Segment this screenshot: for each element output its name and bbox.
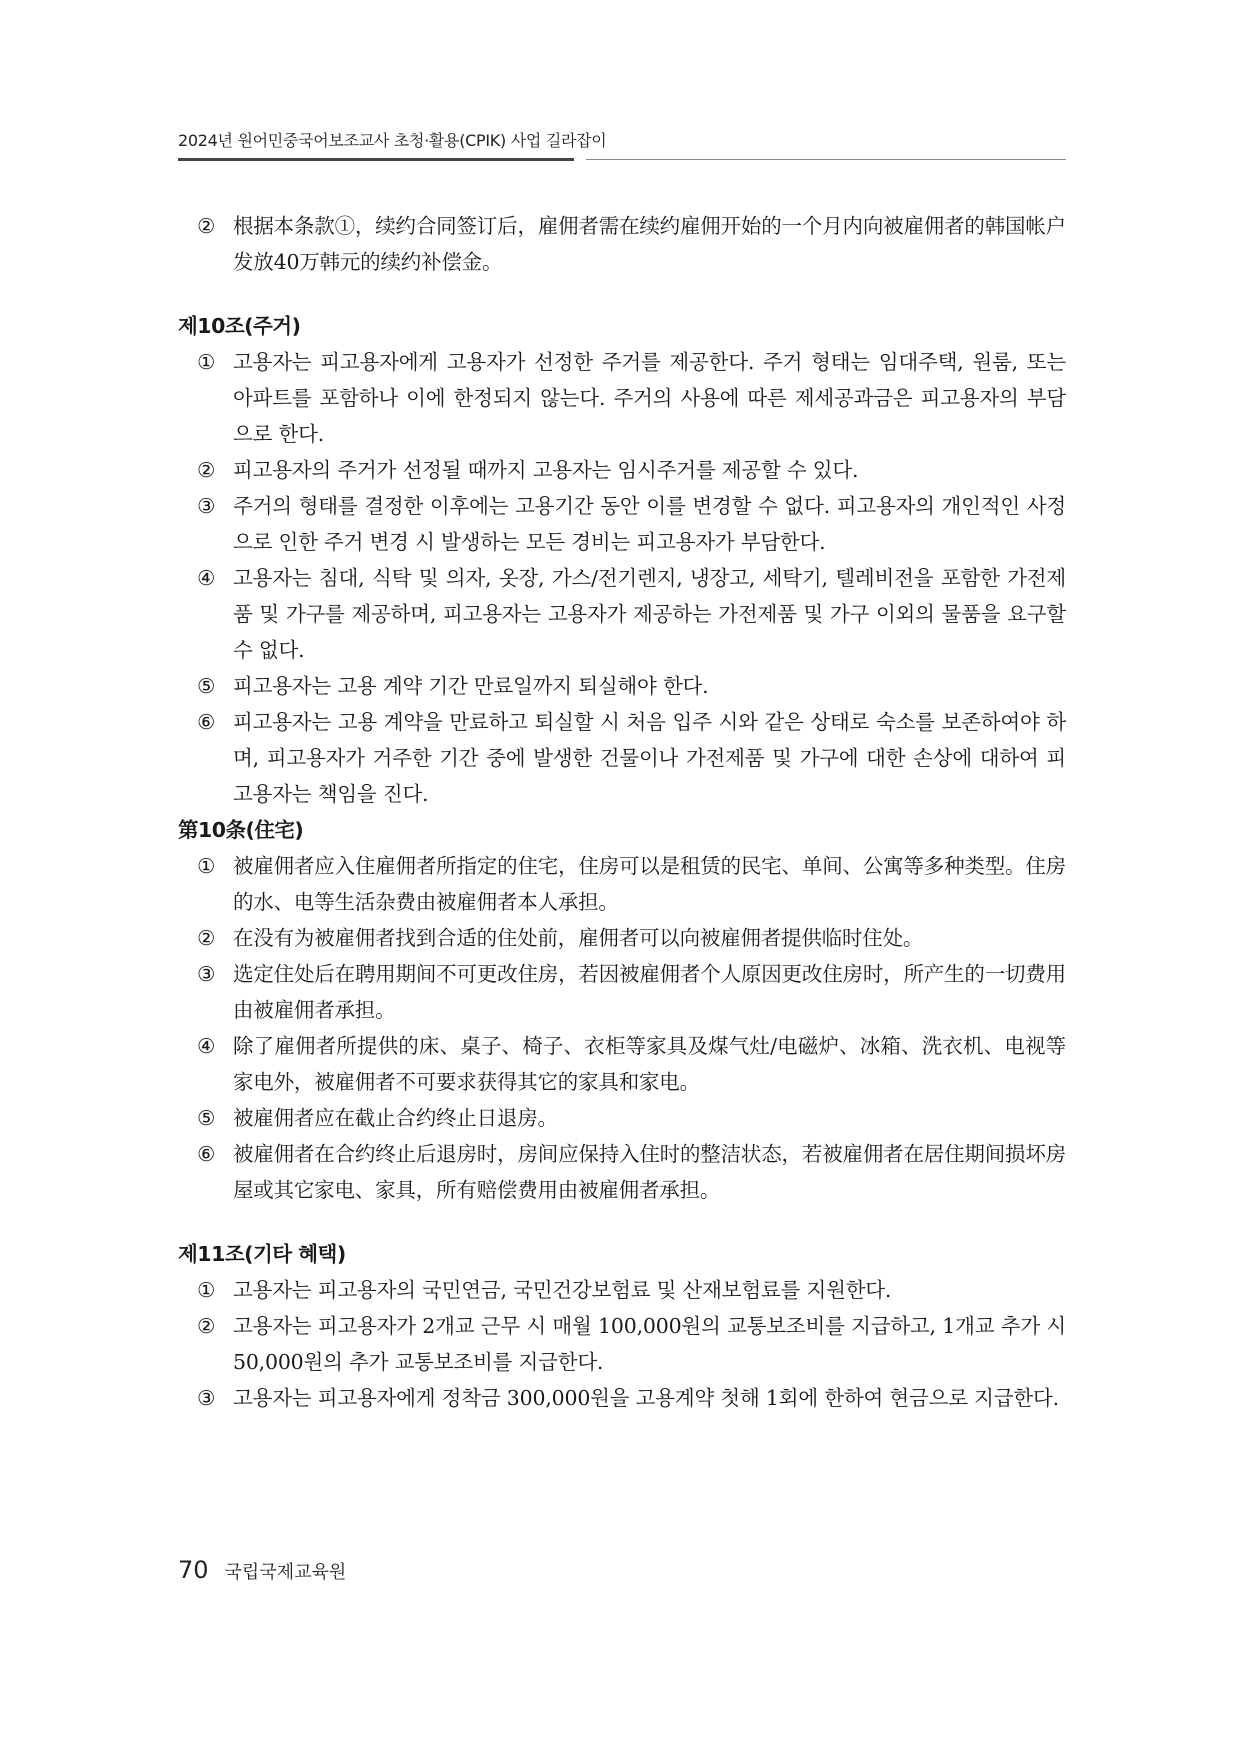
list-item [178,1028,1066,1100]
item-number: ② [197,1314,216,1338]
item-text: 除了雇佣者所提供的床、桌子、椅子、衣柜等家具及煤气灶/电磁炉、冰箱、洗衣机、电视等家电外，被雇佣者不可要求获得其它的家具和家电。 [233,1034,1066,1094]
item-number: ③ [197,1386,216,1410]
item-number: ③ [197,494,216,518]
item-text: 피고용자는 고용 계약을 만료하고 퇴실할 시 처음 입주 시와 같은 상태로 숙소를 보존하여야 하며, 피고용자가 거주한 기간 중에 발생한 건물이나 가전제품 및 가구에 대한 손상에 대하여 피고용자는 책임을 진다. [233,710,1066,806]
list-item [178,452,1066,488]
list-item [178,1100,1066,1136]
item-number: ⑥ [197,710,216,734]
item-text: 주거의 형태를 결정한 이후에는 고용기간 동안 이를 변경할 수 없다. 피고용자의 개인적인 사정으로 인한 주거 변경 시 발생하는 모든 경비는 피고용자가 부담한다. [233,494,1066,554]
item-number: ① [197,1278,216,1302]
item-text: 根据本条款①，续约合同签订后，雇佣者需在续约雇佣开始的一个月内向被雇佣者的韩国帐户发放40万韩元的续约补偿金。 [233,214,1066,274]
item-text: 选定住处后在聘用期间不可更改住房，若因被雇佣者个人原因更改住房时，所产生的一切费用由被雇佣者承担。 [233,962,1066,1022]
item-number: ② [197,458,216,482]
page-footer [178,1556,346,1584]
page-content [178,208,1066,1416]
item-number: ④ [197,566,216,590]
list-item [178,344,1066,452]
item-number: ① [197,350,216,374]
intro-item [178,208,1066,280]
item-number: ② [197,926,216,950]
list-item [178,1272,1066,1308]
item-number: ③ [197,962,216,986]
item-text: 被雇佣者应入住雇佣者所指定的住宅，住房可以是租赁的民宅、单间、公寓等多种类型。住房的水、电等生活杂费由被雇佣者本人承担。 [233,854,1066,914]
item-number: ⑤ [197,674,216,698]
item-number: ⑤ [197,1106,216,1130]
item-text: 고용자는 침대, 식탁 및 의자, 옷장, 가스/전기렌지, 냉장고, 세탁기, 텔레비전을 포함한 가전제품 및 가구를 제공하며, 피고용자는 고용자가 제공하는 가전제품 및 가구 이외의 물품을 요구할 수 없다. [233,566,1066,662]
item-text: 고용자는 피고용자의 국민연금, 국민건강보험료 및 산재보험료를 지원한다. [233,1278,892,1302]
list-item [178,1136,1066,1208]
item-number: ② [197,214,216,238]
item-text: 고용자는 피고용자에게 정착금 300,000원을 고용계약 첫해 1회에 한하여 현금으로 지급한다. [233,1386,1059,1410]
list-item [178,488,1066,560]
list-item [178,704,1066,812]
list-item [178,1308,1066,1380]
item-text: 피고용자는 고용 계약 기간 만료일까지 퇴실해야 한다. [233,674,709,698]
section-heading-article10-ko: 제10조(주거) [178,314,301,338]
item-text: 被雇佣者在合约终止后退房时，房间应保持入住时的整洁状态，若被雇佣者在居住期间损坏房屋或其它家电、家具，所有赔偿费用由被雇佣者承担。 [233,1142,1066,1202]
item-number: ① [197,854,216,878]
list-item [178,560,1066,668]
list-item [178,848,1066,920]
section-heading-article10-zh: 第10条(住宅) [178,818,304,842]
item-text: 在没有为被雇佣者找到合适的住处前，雇佣者可以向被雇佣者提供临时住处。 [233,926,924,950]
item-text: 고용자는 피고용자에게 고용자가 선정한 주거를 제공한다. 주거 형태는 임대주택, 원룸, 또는 아파트를 포함하나 이에 한정되지 않는다. 주거의 사용에 따른 제세공과금은 피고용자의 부담으로 한다. [233,350,1066,446]
list-item [178,668,1066,704]
list-item [178,920,1066,956]
item-text: 피고용자의 주거가 선정될 때까지 고용자는 임시주거를 제공할 수 있다. [233,458,859,482]
item-text: 被雇佣者应在截止合约终止日退房。 [233,1106,558,1130]
running-header: 2024년 원어민중국어보조교사 초청·활용(CPIK) 사업 길라잡이 [178,131,607,150]
item-number: ⑥ [197,1142,216,1166]
page-number: 70 [178,1556,209,1584]
list-item [178,1380,1066,1416]
list-item [178,956,1066,1028]
header-rule-thin [586,159,1066,160]
header-rule-thick [178,158,574,161]
item-number: ④ [197,1034,216,1058]
item-text: 고용자는 피고용자가 2개교 근무 시 매월 100,000원의 교통보조비를 지급하고, 1개교 추가 시 50,000원의 추가 교통보조비를 지급한다. [233,1314,1066,1374]
section-heading-article11-ko: 제11조(기타 혜택) [178,1242,346,1266]
organization-name: 국립국제교육원 [224,1562,347,1583]
